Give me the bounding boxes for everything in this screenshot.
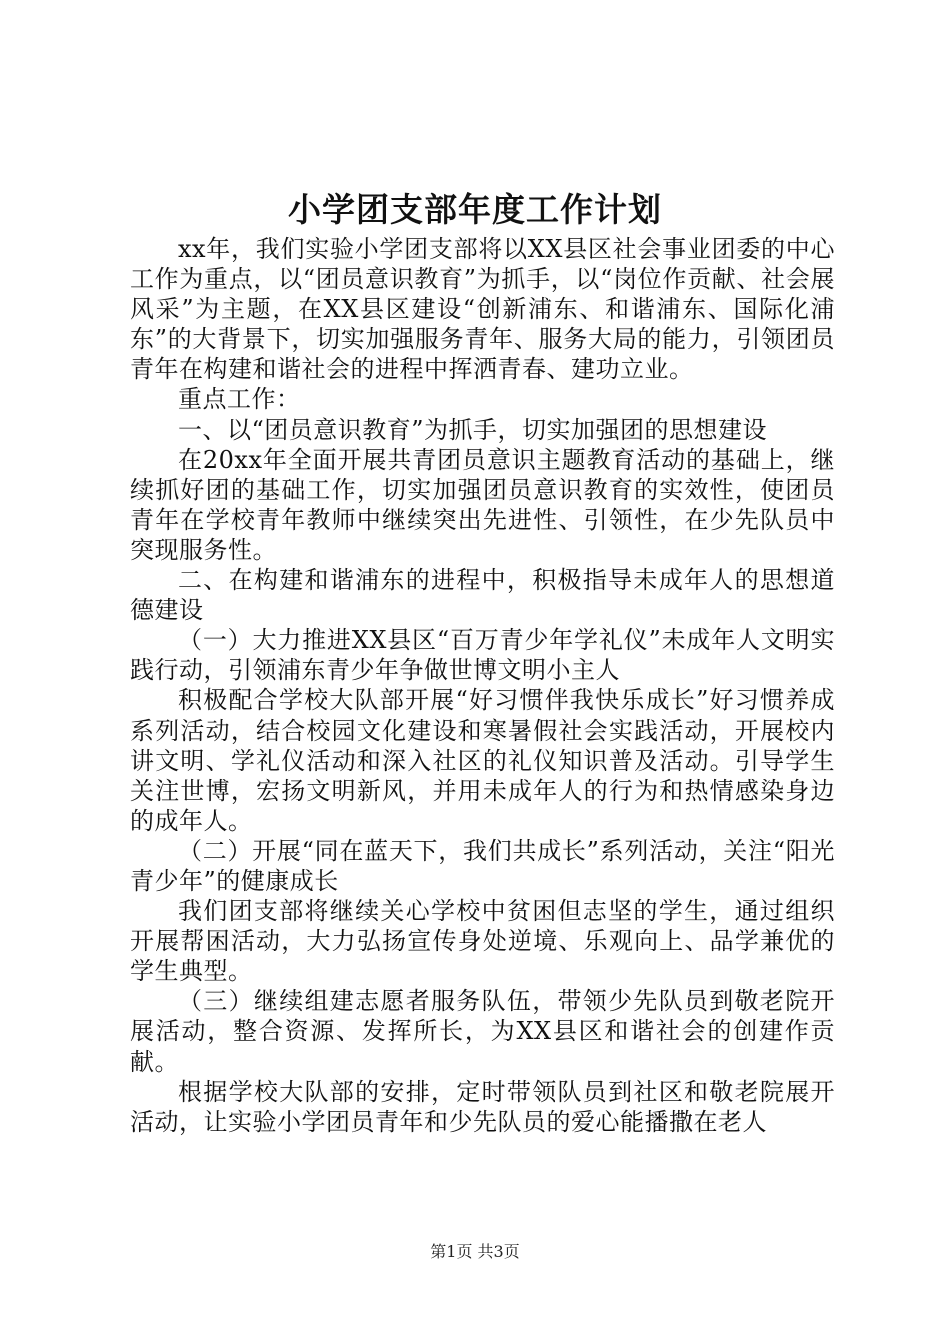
- paragraph-key-work-heading: 重点工作：: [178, 385, 301, 414]
- paragraph-intro: xx年，我们实验小学团支部将以XX县区社会事业团委的中心工作为重点，以“团员意识教育”为抓手，以“岗位作贡献、社会展风采”为主题，在XX县区建设“创新浦东、和谐浦东、国际化浦东”的大背景下，切实加强服务青年、服务大局的能力，引领团员青年在构建和谐社会的进程中挥洒青春、建功立业。: [130, 235, 835, 384]
- subsection-heading-1: （一）大力推进XX县区“百万青少年学礼仪”未成年人文明实践行动，引领浦东青少年争做世博文明小主人: [130, 626, 835, 685]
- subsection-heading-2: （二）开展“同在蓝天下，我们共成长”系列活动，关注“阳光青少年”的健康成长: [130, 836, 835, 895]
- page-number-footer: 第1页 共3页: [430, 1242, 520, 1261]
- paragraph-subsection-1: 积极配合学校大队部开展“好习惯伴我快乐成长”好习惯养成系列活动，结合校园文化建设和寒暑假社会实践活动，开展校内讲文明、学礼仪活动和深入社区的礼仪知识普及活动。引导学生关注世博，宏扬文明新风，并用未成年人的行为和热情感染身边的成年人。: [130, 686, 835, 835]
- document-body: [130, 234, 835, 1137]
- paragraph-section-1: 在20xx年全面开展共青团员意识主题教育活动的基础上，继续抓好团的基础工作，切实加强团员意识教育的实效性，使团员青年在学校青年教师中继续突出先进性、引领性，在少先队员中突现服务性。: [130, 445, 835, 564]
- subsection-heading-3: （三）继续组建志愿者服务队伍，带领少先队员到敬老院开展活动，整合资源、发挥所长，为XX县区和谐社会的创建作贡献。: [130, 987, 835, 1076]
- paragraph-subsection-3: 根据学校大队部的安排，定时带领队员到社区和敬老院展开活动，让实验小学团员青年和少先队员的爱心能播撒在老人: [130, 1077, 835, 1136]
- section-heading-2: 二、在构建和谐浦东的进程中，积极指导未成年人的思想道德建设: [130, 566, 835, 625]
- section-heading-1: 一、以“团员意识教育”为抓手，切实加强团的思想建设: [178, 415, 768, 444]
- document-title: 小学团支部年度工作计划: [288, 190, 662, 229]
- paragraph-subsection-2: 我们团支部将继续关心学校中贫困但志坚的学生，通过组织开展帮困活动，大力弘扬宣传身处逆境、乐观向上、品学兼优的学生典型。: [130, 897, 835, 986]
